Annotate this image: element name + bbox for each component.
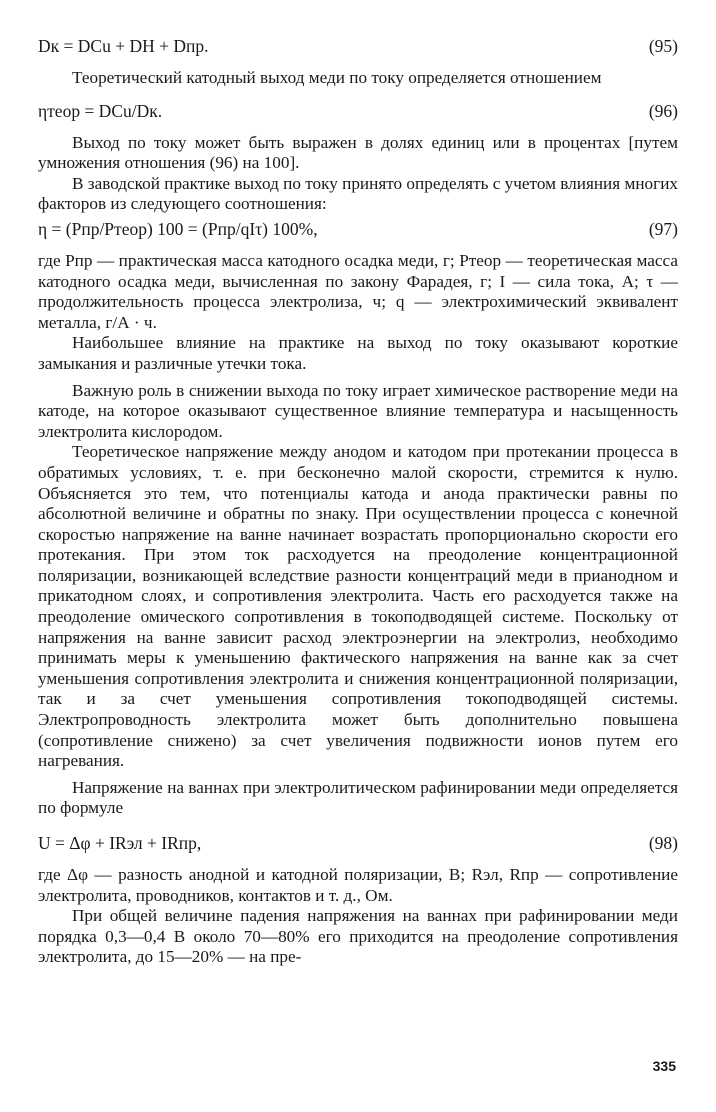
formula-95-number: (95) bbox=[648, 36, 678, 56]
formula-95 bbox=[38, 36, 678, 58]
formula-96 bbox=[38, 101, 678, 123]
paragraph-formula-98-legend: где Δφ — разность анодной и катодной поляризации, В; Rэл, Rпр — сопротивление электролита, проводников, контактов и т. д., Ом. bbox=[38, 865, 678, 905]
formula-98 bbox=[38, 833, 678, 855]
formula-96-number: (96) bbox=[648, 100, 678, 121]
paragraph-short-circuits: Наибольшее влияние на практике на выход по току оказывают короткие замыкания и различные утечки тока. bbox=[38, 333, 678, 373]
formula-98-expression: U = Δφ + IRэл + IRпр, bbox=[38, 833, 202, 853]
paragraph-voltage-drop: При общей величине падения напряжения на ваннах при рафинировании меди порядка 0,3—0,4 В около 70—80% его приходится на преодоление сопротивления электролита, до 15—20% — на пре- bbox=[38, 906, 678, 967]
paragraph-bath-voltage: Напряжение на ваннах при электролитическом рафинировании меди определяется по формуле bbox=[38, 777, 678, 818]
paragraph-factory-practice: В заводской практике выход по току принято определять с учетом влияния многих факторов из следующего соотношения: bbox=[38, 173, 678, 214]
formula-97-number: (97) bbox=[648, 218, 678, 239]
formula-97 bbox=[38, 219, 678, 241]
paragraph-theoretical-voltage: Теоретическое напряжение между анодом и катодом при протекании процесса в обратимых условиях, т. е. при бесконечно малой скорости, стремится к нулю. Объясняется это тем, что потенциалы катода и анода практически равны по абсолютной величине и обратны по знаку. При осуществлении процесса с конечной скоростью напряжение на ванне начинает возрастать пропорционально скорости его протекания. При этом ток расходуется на преодоление концентрационной поляризации, возникающей вследствие разности концентраций меди в прианодном и прикатодном слоях, и сопротивления электролита. Часть его расходуется также на преодоление омического сопротивления в токоподводящей системе. Поскольку от напряжения на ванне зависит расход электроэнергии на электролиз, необходимо принимать меры к уменьшению фактического напряжения на ванне как за счет уменьшения сопротивления электролита и снижения концентрационной поляризации, так и за счет уменьшения сопротивления токоподводящей системы. Электропроводность электролита может быть дополнительно повышена (сопротивление снижено) за счет увеличения подвижности ионов путем его нагревания. bbox=[38, 442, 678, 771]
formula-98-number: (98) bbox=[648, 833, 678, 853]
paragraph-chemical-dissolution: Важную роль в снижении выхода по току играет химическое растворение меди на катоде, на которое оказывают существенное влияние температура и насыщенность электролита кислородом. bbox=[38, 380, 678, 441]
paragraph-cathode-yield: Теоретический катодный выход меди по току определяется отношением bbox=[72, 68, 602, 87]
formula-96-expression: ηтеор = DCu/Dк. bbox=[38, 100, 163, 121]
paragraph-formula-97-legend: где Pпр — практическая масса катодного осадка меди, г; Pтеор — теоретическая масса катодного осадка меди, вычисленная по закону Фарадея, г; I — сила тока, А; τ — продолжительность процесса электролиза, ч; q — электрохимический эквивалент металла, г/А · ч. bbox=[38, 250, 678, 332]
formula-97-expression: η = (Pпр/Pтеор) 100 = (Pпр/qIτ) 100%, bbox=[38, 218, 318, 239]
paragraph-yield-percent: Выход по току может быть выражен в долях единиц или в процентах [путем умножения отношения (96) на 100]. bbox=[38, 132, 678, 173]
formula-95-expression: Dк = DCu + DH + Dпр. bbox=[38, 36, 209, 56]
page-number: 335 bbox=[652, 1058, 676, 1074]
page-body bbox=[38, 30, 678, 968]
